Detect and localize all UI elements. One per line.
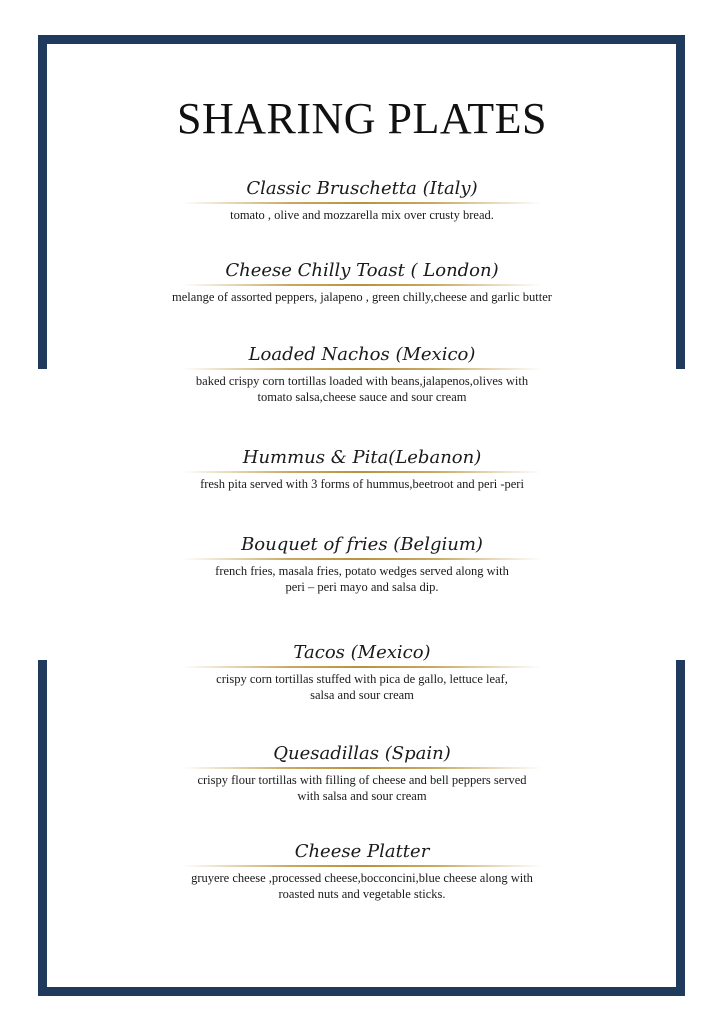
menu-item — [0, 743, 724, 804]
gold-divider — [182, 284, 542, 286]
menu-item — [0, 344, 724, 405]
menu-item-description: crispy flour tortillas with filling of cheese and bell peppers served with salsa and sour cream — [197, 773, 527, 803]
menu-item — [0, 642, 724, 703]
menu-item — [0, 178, 724, 223]
menu-item-name: Loaded Nachos (Mexico) — [248, 344, 476, 365]
menu-item-name: Classic Bruschetta (Italy) — [246, 178, 478, 199]
page-title: SHARING PLATES — [176, 94, 548, 143]
gold-divider — [182, 666, 542, 668]
menu-item-description: tomato , olive and mozzarella mix over crusty bread. — [230, 208, 494, 222]
menu-item-description: french fries, masala fries, potato wedges served along with peri – peri mayo and salsa dip. — [215, 564, 509, 594]
menu-item-name: Hummus & Pita(Lebanon) — [242, 447, 482, 468]
gold-divider — [182, 767, 542, 769]
menu-item-description: crispy corn tortillas stuffed with pica de gallo, lettuce leaf, salsa and sour cream — [216, 672, 508, 702]
frame-left-lower-border — [38, 660, 47, 996]
frame-right-lower-border — [676, 660, 685, 996]
menu-item-name: Bouquet of fries (Belgium) — [241, 534, 483, 555]
menu-item-name: Tacos (Mexico) — [293, 642, 431, 663]
menu-item-description: baked crispy corn tortillas loaded with beans,jalapenos,olives with tomato salsa,cheese sauce and sour cream — [195, 374, 529, 404]
frame-bottom-border — [38, 987, 685, 996]
gold-divider — [182, 865, 542, 867]
gold-divider — [182, 202, 542, 204]
menu-item-description: fresh pita served with 3 forms of hummus,beetroot and peri -peri — [200, 477, 524, 491]
menu-item — [0, 534, 724, 595]
menu-item-name: Cheese Chilly Toast ( London) — [225, 260, 499, 281]
menu-item-name: Cheese Platter — [294, 841, 430, 862]
gold-divider — [182, 471, 542, 473]
menu-item — [0, 841, 724, 902]
gold-divider — [182, 368, 542, 370]
gold-divider — [182, 558, 542, 560]
frame-top-border — [38, 35, 685, 44]
menu-item — [0, 447, 724, 492]
menu-item-description: gruyere cheese ,processed cheese,bocconcini,blue cheese along with roasted nuts and vegetable sticks. — [191, 871, 533, 901]
menu-item-description: melange of assorted peppers, jalapeno , green chilly,cheese and garlic butter — [172, 290, 552, 304]
menu-item-name: Quesadillas (Spain) — [273, 743, 451, 764]
menu-item — [0, 260, 724, 305]
